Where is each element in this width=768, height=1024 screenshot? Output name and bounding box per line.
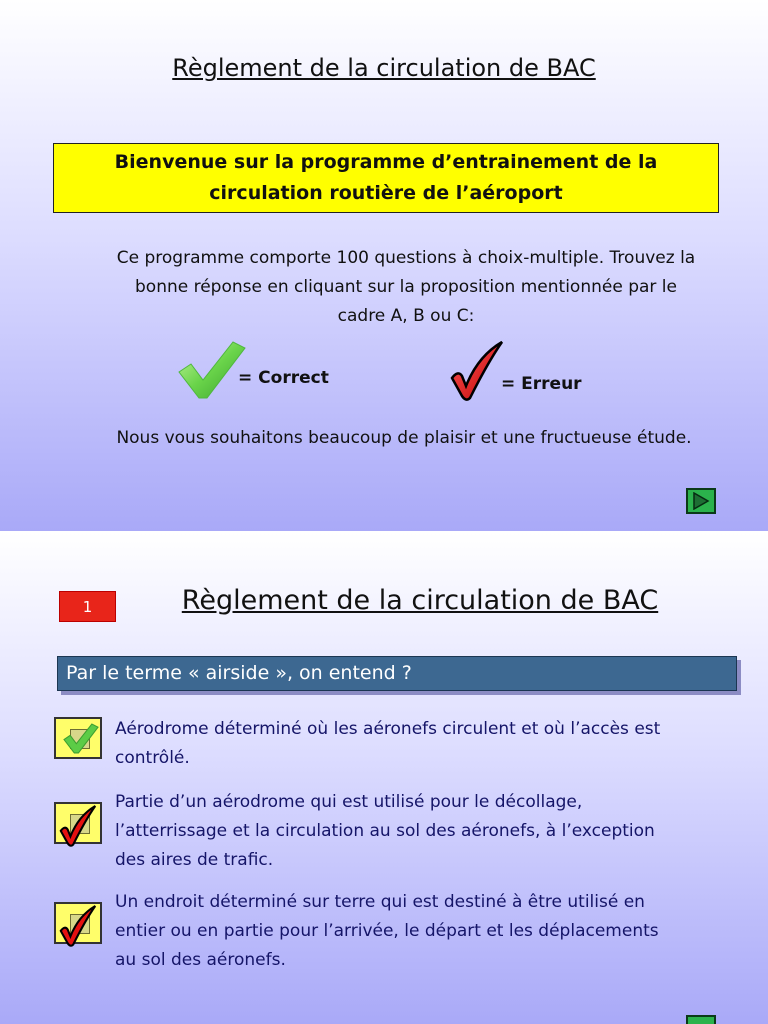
answer-line: Aérodrome déterminé où les aéronefs circulent et où l’accès est xyxy=(115,719,661,739)
green-check-icon xyxy=(177,340,247,402)
legend-correct-label: = Correct xyxy=(238,368,329,388)
question-slide xyxy=(0,533,768,1024)
closing-text: Nous vous souhaitons beaucoup de plaisir et une fructueuse étude. xyxy=(116,428,692,448)
answer-text xyxy=(115,715,745,773)
answer-button-c[interactable] xyxy=(54,902,102,944)
red-check-icon xyxy=(58,904,98,948)
red-check-icon xyxy=(448,340,506,402)
answer-text xyxy=(115,788,745,875)
answer-line: entier ou en partie pour l’arrivée, le départ et les déplacements xyxy=(115,921,659,941)
answer-line: Partie d’un aérodrome qui est utilisé pour le décollage, xyxy=(115,792,583,812)
intro-line: bonne réponse en cliquant sur la proposition mentionnée par le xyxy=(135,277,677,297)
answer-line: des aires de trafic. xyxy=(115,850,274,870)
slide-title: Règlement de la circulation de BAC xyxy=(181,585,659,616)
question-number-badge: 1 xyxy=(59,591,116,622)
red-check-icon xyxy=(58,804,98,848)
legend-error-label: = Erreur xyxy=(501,374,582,394)
slide-title: Règlement de la circulation de BAC xyxy=(172,54,596,82)
green-check-icon xyxy=(62,723,100,755)
welcome-banner xyxy=(53,143,719,213)
question-text: Par le terme « airside », on entend ? xyxy=(57,656,737,691)
intro-text xyxy=(74,244,738,331)
answer-line: au sol des aéronefs. xyxy=(115,950,286,970)
banner-line: circulation routière de l’aéroport xyxy=(209,182,563,204)
answer-text xyxy=(115,888,745,975)
banner-line: Bienvenue sur la programme d’entrainement de la xyxy=(114,151,658,173)
next-button[interactable] xyxy=(686,488,716,514)
play-icon xyxy=(692,492,710,510)
intro-line: Ce programme comporte 100 questions à choix-multiple. Trouvez la xyxy=(116,248,696,268)
answer-line: l’atterrissage et la circulation au sol des aéronefs, à l’exception xyxy=(115,821,655,841)
answer-line: contrôlé. xyxy=(115,748,190,768)
intro-line: cadre A, B ou C: xyxy=(337,306,475,326)
answer-button-a[interactable] xyxy=(54,717,102,759)
answer-line: Un endroit déterminé sur terre qui est destiné à être utilisé en xyxy=(115,892,645,912)
next-button[interactable] xyxy=(686,1015,716,1024)
answer-button-b[interactable] xyxy=(54,802,102,844)
